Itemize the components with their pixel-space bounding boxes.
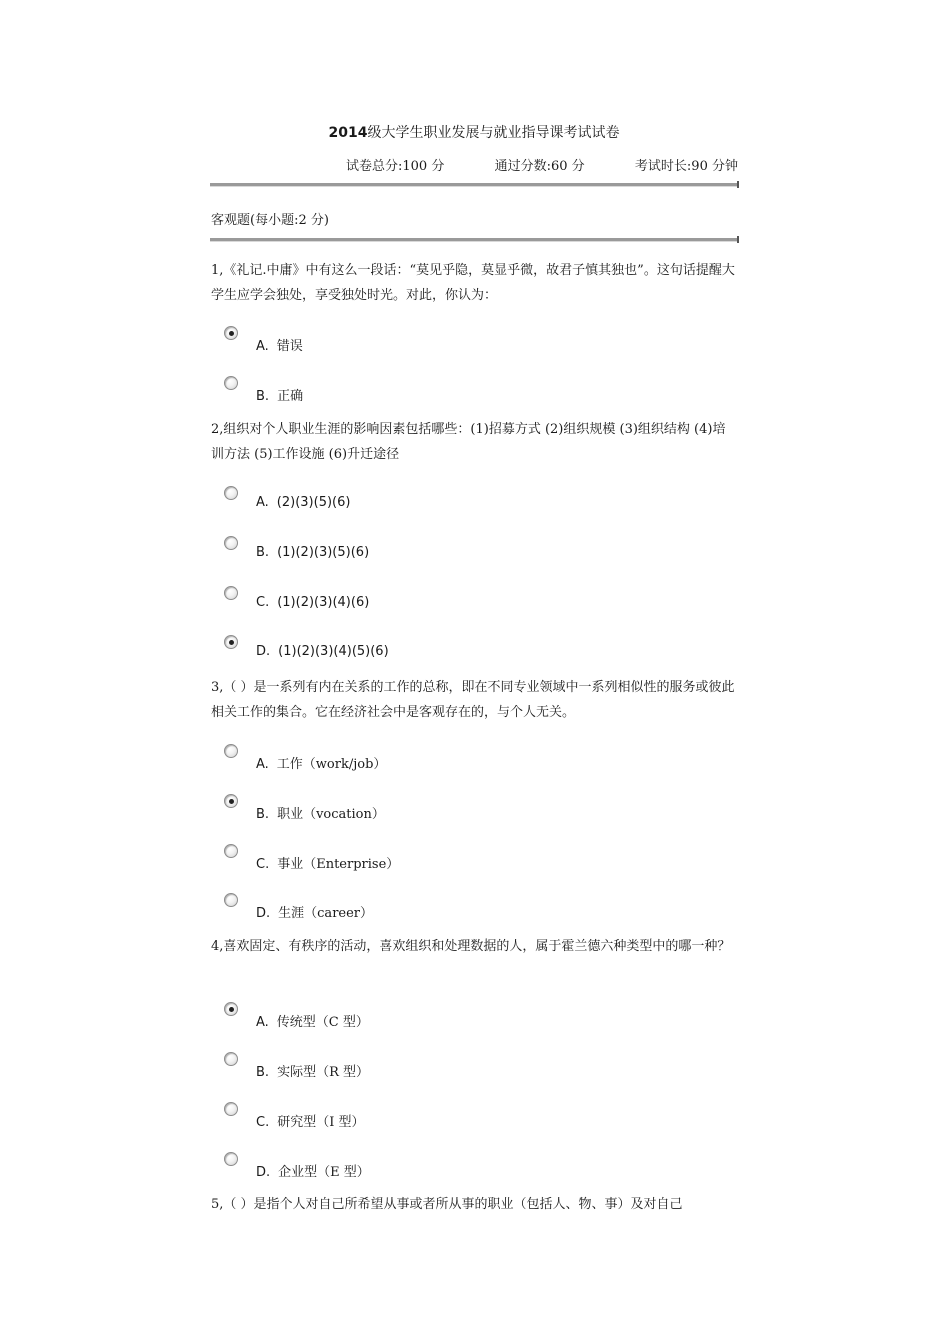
q2-option-b-text: (1)(2)(3)(5)(6) [277, 545, 370, 560]
q4-option-a-letter: A. [256, 1015, 269, 1030]
pass-score: 通过分数:60 分 [494, 159, 585, 174]
q4-option-b-letter: B. [256, 1065, 270, 1080]
exam-title-text: 级大学生职业发展与就业指导课考试试卷 [367, 125, 620, 141]
question-3: 3,（ ）是一系列有内在关系的工作的总称，即在不同专业领域中一系列相似性的服务或彼此相关工作的集合。它在经济社会中是客观存在的，与个人无关。 [211, 680, 735, 720]
divider-section [210, 238, 738, 242]
q2-option-a-radio[interactable] [224, 486, 238, 500]
q4-option-c-radio[interactable] [224, 1102, 238, 1116]
q3-option-c-radio[interactable] [224, 844, 238, 858]
section-label: 客观题(每小题:2 分) [211, 213, 329, 228]
q2-option-b-letter: B. [256, 545, 270, 560]
q2-option-c-letter: C. [256, 595, 270, 610]
q2-option-a-text: (2)(3)(5)(6) [276, 495, 351, 510]
q3-option-b-radio[interactable] [224, 794, 238, 808]
q3-option-a-letter: A. [256, 757, 269, 772]
q3-option-c-text: 事业（Enterprise） [277, 857, 400, 872]
q1-option-b-radio[interactable] [224, 376, 238, 390]
q4-option-d-letter: D. [256, 1165, 271, 1180]
total-score: 试卷总分:100 分 [346, 159, 445, 174]
q1-option-b-text: 正确 [277, 389, 304, 404]
q2-option-d-radio[interactable] [224, 635, 238, 649]
question-1: 1,《礼记.中庸》中有这么一段话：“莫见乎隐，莫显乎微，故君子慎其独也”。这句话提醒大学生应学会独处，享受独处时光。对此，你认为： [211, 263, 735, 303]
q4-option-c-letter: C. [256, 1115, 270, 1130]
q3-option-b-text: 职业（vocation） [277, 807, 385, 822]
q3-option-b-letter: B. [256, 807, 270, 822]
q2-option-c-text: (1)(2)(3)(4)(6) [277, 595, 370, 610]
q4-option-a-text: 传统型（C 型） [276, 1015, 369, 1030]
question-4: 4,喜欢固定、有秩序的活动，喜欢组织和处理数据的人，属于霍兰德六种类型中的哪一种？ [211, 939, 731, 954]
q3-option-a-text: 工作（work/job） [276, 757, 387, 772]
exam-meta [346, 155, 738, 174]
q4-option-d-text: 企业型（E 型） [278, 1165, 370, 1180]
q3-option-c-letter: C. [256, 857, 270, 872]
q1-option-a-letter: A. [256, 339, 269, 354]
divider-top [210, 183, 738, 187]
q2-option-c-radio[interactable] [224, 586, 238, 600]
q1-option-a-radio[interactable] [224, 326, 238, 340]
q3-option-d-radio[interactable] [224, 893, 238, 907]
q2-option-d-letter: D. [256, 644, 271, 659]
q3-option-d-text: 生涯（career） [278, 906, 374, 921]
q4-option-b-radio[interactable] [224, 1052, 238, 1066]
q4-option-c-text: 研究型（I 型） [277, 1115, 365, 1130]
exam-title-year: 2014 [328, 125, 368, 141]
q4-option-a-radio[interactable] [224, 1002, 238, 1016]
q1-option-a-text: 错误 [276, 339, 303, 354]
q2-option-d-text: (1)(2)(3)(4)(5)(6) [278, 644, 389, 659]
exam-title [210, 122, 738, 142]
q1-option-b-letter: B. [256, 389, 270, 404]
exam-duration: 考试时长:90 分钟 [634, 159, 738, 174]
q2-option-a-letter: A. [256, 495, 269, 510]
q4-option-d-radio[interactable] [224, 1152, 238, 1166]
q2-option-b-radio[interactable] [224, 536, 238, 550]
question-2: 2,组织对个人职业生涯的影响因素包括哪些：(1)招募方式 (2)组织规模 (3)组织结构 (4)培训方法 (5)工作设施 (6)升迁途径 [211, 422, 726, 462]
q3-option-d-letter: D. [256, 906, 271, 921]
q3-option-a-radio[interactable] [224, 744, 238, 758]
q4-option-b-text: 实际型（R 型） [277, 1065, 369, 1080]
question-5: 5,（ ）是指个人对自己所希望从事或者所从事的职业（包括人、物、事）及对自己 [211, 1197, 683, 1212]
